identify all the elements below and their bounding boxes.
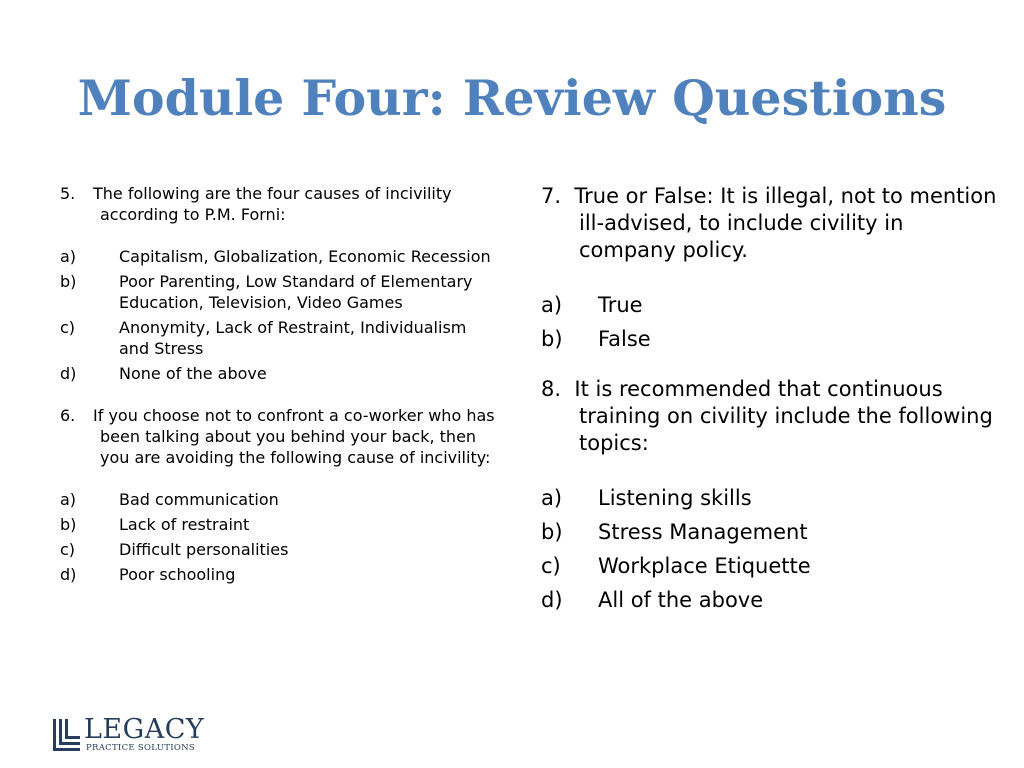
option-text: Listening skills	[598, 486, 752, 510]
option-letter: c)	[541, 554, 561, 578]
question-5	[60, 183, 500, 225]
left-column	[60, 183, 500, 585]
option-text: Lack of restraint	[119, 515, 250, 534]
q8-option-d	[541, 583, 1001, 617]
option-text: Poor schooling	[119, 565, 236, 584]
q8-option-b	[541, 515, 1001, 549]
question-7	[541, 183, 1001, 264]
question-6-text: If you choose not to confront a co-worker who has been talking about you behind your back, then you are avoiding the following cause of incivility:	[93, 406, 495, 467]
q6-option-b	[60, 514, 500, 535]
option-text: Bad communication	[119, 490, 279, 509]
q5-option-d	[60, 363, 500, 384]
logo-text	[84, 714, 205, 753]
option-letter: b)	[60, 272, 77, 291]
stacked-bars-icon	[52, 717, 82, 753]
q6-option-a	[60, 489, 500, 510]
option-letter: d)	[541, 588, 563, 612]
option-letter: a)	[60, 247, 77, 266]
right-column	[541, 183, 1001, 617]
question-7-text: True or False: It is illegal, not to mention ill-advised, to include civility in company policy.	[574, 184, 997, 262]
question-8	[541, 376, 1001, 457]
company-logo	[52, 714, 204, 756]
slide-title: Module Four: Review Questions	[77, 69, 947, 127]
logo-tagline: PRACTICE SOLUTIONS	[86, 743, 195, 753]
option-letter: a)	[60, 490, 77, 509]
logo-name: LEGACY	[84, 714, 205, 745]
q6-option-c	[60, 539, 500, 560]
option-text: Capitalism, Globalization, Economic Recession	[119, 247, 491, 266]
q5-option-a	[60, 246, 500, 267]
option-text: False	[598, 327, 651, 351]
question-8-text: It is recommended that continuous training on civility include the following topics:	[574, 377, 993, 455]
option-text: All of the above	[598, 588, 764, 612]
option-letter: c)	[60, 318, 76, 337]
option-letter: c)	[60, 540, 76, 559]
option-text: Difficult personalities	[119, 540, 289, 559]
q6-option-d	[60, 564, 500, 585]
question-5-text: The following are the four causes of incivility according to P.M. Forni:	[93, 184, 452, 224]
q7-option-b	[541, 322, 1001, 356]
question-6-number: 6.	[60, 406, 76, 425]
option-letter: b)	[60, 515, 77, 534]
q5-option-c	[60, 317, 500, 359]
option-letter: a)	[541, 293, 563, 317]
q8-option-c	[541, 549, 1001, 583]
option-text: Poor Parenting, Low Standard of Elementary Education, Television, Video Games	[119, 272, 473, 312]
option-letter: a)	[541, 486, 563, 510]
question-8-number: 8.	[541, 377, 562, 401]
question-5-number: 5.	[60, 184, 76, 203]
q7-option-a	[541, 288, 1001, 322]
option-text: Workplace Etiquette	[598, 554, 811, 578]
option-text: Anonymity, Lack of Restraint, Individualism and Stress	[119, 318, 467, 358]
option-letter: b)	[541, 520, 563, 544]
option-text: True	[598, 293, 643, 317]
option-text: None of the above	[119, 364, 267, 383]
option-letter: d)	[60, 364, 77, 383]
q8-option-a	[541, 481, 1001, 515]
question-7-number: 7.	[541, 184, 562, 208]
question-6	[60, 405, 500, 468]
option-text: Stress Management	[598, 520, 808, 544]
q5-option-b	[60, 271, 500, 313]
option-letter: b)	[541, 327, 563, 351]
option-letter: d)	[60, 565, 77, 584]
